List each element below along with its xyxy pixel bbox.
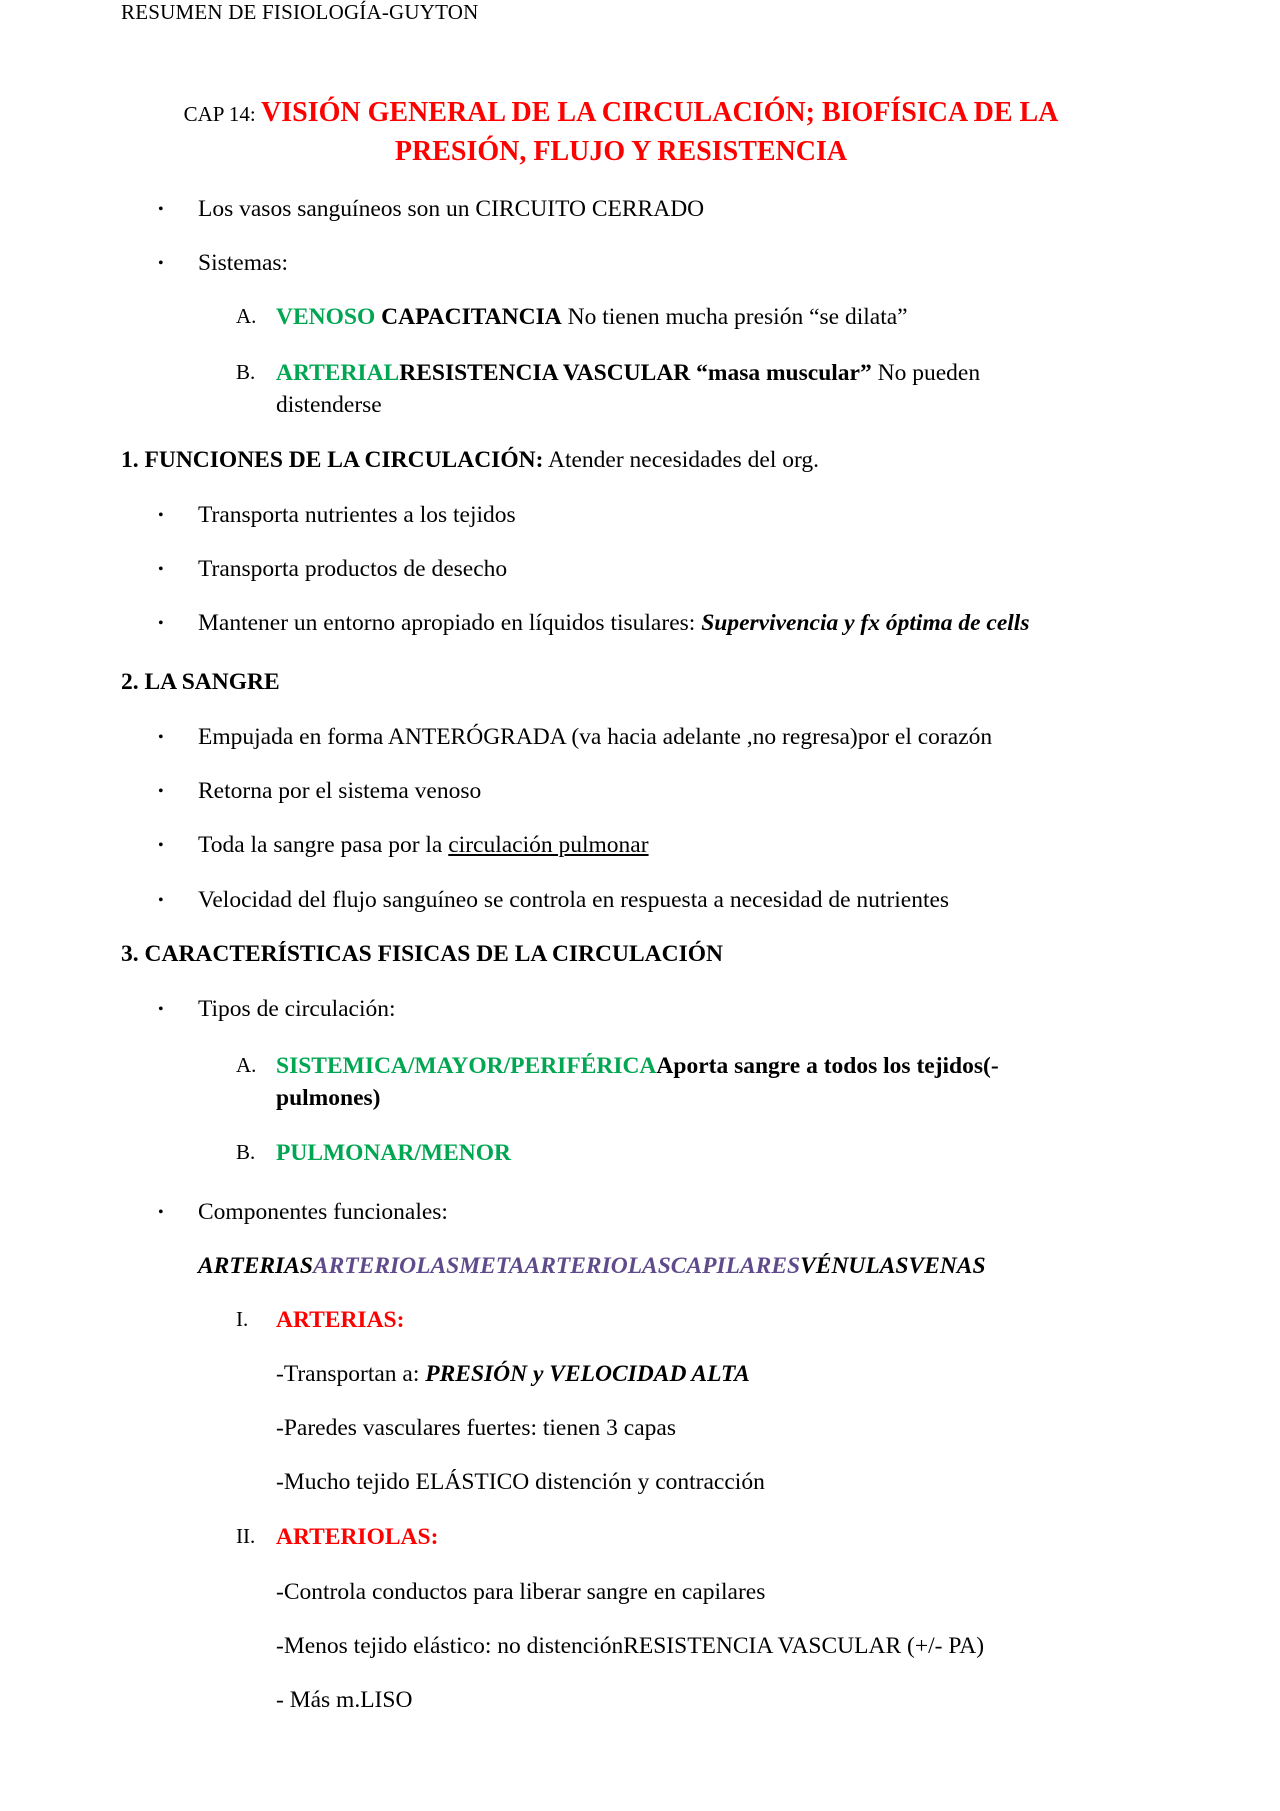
section-3-heading: 3. CARACTERÍSTICAS FISICAS DE LA CIRCULACIÓN xyxy=(121,941,723,967)
arteriolas-title: ARTERIOLAS: xyxy=(276,1524,439,1550)
list-marker-ii: II. xyxy=(236,1524,256,1548)
chapter-colon: : xyxy=(249,102,262,126)
arterias-line-1-text: -Transportan a: xyxy=(276,1361,426,1387)
pulmonar-label: PULMONAR/MENOR xyxy=(276,1140,511,1166)
list-marker-a: A. xyxy=(236,304,257,328)
venoso-text: No tienen mucha presión “se dilata” xyxy=(561,304,908,330)
bullet-icon: • xyxy=(158,507,164,524)
section-2-heading: 2. LA SANGRE xyxy=(121,669,280,695)
s1-bullet-3 xyxy=(198,607,1029,639)
page-header: RESUMEN DE FISIOLOGÍA-GUYTON xyxy=(121,0,479,24)
arterias-line-1 xyxy=(276,1358,750,1390)
intro-bullet-2: Sistemas: xyxy=(198,250,289,276)
s1-bullet-1: Transporta nutrientes a los tejidos xyxy=(198,502,516,528)
chapter-label: CAP 14 xyxy=(183,102,250,126)
sistemica-text-continued: pulmones) xyxy=(276,1085,381,1111)
bullet-icon: • xyxy=(158,561,164,578)
resistencia-label: RESISTENCIA VASCULAR “masa muscular” xyxy=(399,360,872,386)
s1-bullet-3-text: Mantener un entorno apropiado en líquidos tisulares: xyxy=(198,610,702,636)
s2-bullet-2: Retorna por el sistema venoso xyxy=(198,778,482,804)
chain-venulas-venas: VÉNULASVENAS xyxy=(800,1253,986,1279)
page-title xyxy=(121,94,1121,172)
venoso-label: VENOSO xyxy=(276,304,376,330)
intro-bullet-1: Los vasos sanguíneos son un CIRCUITO CERRADO xyxy=(198,196,705,222)
sistemica-text: Aporta sangre a todos los tejidos(- xyxy=(656,1053,999,1079)
chain-arterias: ARTERIAS xyxy=(198,1253,313,1279)
section-1-heading xyxy=(121,444,819,476)
bullet-icon: • xyxy=(158,255,164,272)
s2-bullet-3 xyxy=(198,829,649,861)
arterial-text: No pueden xyxy=(871,360,981,386)
arteriolas-line-2: -Menos tejido elástico: no distenciónRESISTENCIA VASCULAR (+/- PA) xyxy=(276,1633,985,1659)
sistemica-label: SISTEMICA/MAYOR/PERIFÉRICA xyxy=(276,1053,657,1079)
section-1-title: 1. FUNCIONES DE LA CIRCULACIÓN: xyxy=(121,447,544,473)
arterias-line-1-emphasis: PRESIÓN y VELOCIDAD ALTA xyxy=(425,1361,750,1387)
s2-bullet-1: Empujada en forma ANTERÓGRADA (va hacia adelante ,no regresa)por el corazón xyxy=(198,724,993,750)
s3-bullet-1: Tipos de circulación: xyxy=(198,996,396,1022)
arteriolas-line-1: -Controla conductos para liberar sangre en capilares xyxy=(276,1579,766,1605)
bullet-icon: • xyxy=(158,837,164,854)
arteriolas-line-3: - Más m.LISO xyxy=(276,1687,413,1713)
s1-bullet-3-emphasis: Supervivencia y fx óptima de cells xyxy=(701,610,1030,636)
arterias-title: ARTERIAS: xyxy=(276,1307,405,1333)
section-1-subtitle: Atender necesidades del org. xyxy=(543,447,820,473)
s1-bullet-2: Transporta productos de desecho xyxy=(198,556,508,582)
chain-arteriolas-capilares: ARTERIOLASMETAARTERIOLASCAPILARES xyxy=(312,1253,801,1279)
s2-bullet-4: Velocidad del flujo sanguíneo se controla en respuesta a necesidad de nutrientes xyxy=(198,887,950,913)
capacitancia-label: CAPACITANCIA xyxy=(375,304,562,330)
title-line-1: VISIÓN GENERAL DE LA CIRCULACIÓN; BIOFÍSICA DE LA xyxy=(261,97,1059,128)
intro-item-venoso xyxy=(276,301,908,333)
title-line-2: PRESIÓN, FLUJO Y RESISTENCIA xyxy=(394,136,848,167)
list-marker-i: I. xyxy=(236,1307,249,1331)
arterial-label: ARTERIAL xyxy=(276,360,400,386)
bullet-icon: • xyxy=(158,615,164,632)
s2-bullet-3-text: Toda la sangre pasa por la xyxy=(198,832,449,858)
arterias-line-2: -Paredes vasculares fuertes: tienen 3 capas xyxy=(276,1415,676,1441)
bullet-icon: • xyxy=(158,201,164,218)
list-marker-b: B. xyxy=(236,360,256,384)
bullet-icon: • xyxy=(158,783,164,800)
list-marker-a: A. xyxy=(236,1053,257,1077)
arterial-text-continued: distenderse xyxy=(276,392,382,418)
list-marker-b: B. xyxy=(236,1140,256,1164)
bullet-icon: • xyxy=(158,729,164,746)
s3-item-sistemica xyxy=(276,1050,999,1082)
arterias-line-3: -Mucho tejido ELÁSTICO distención y contracción xyxy=(276,1469,765,1495)
intro-item-arterial xyxy=(276,357,980,389)
bullet-icon: • xyxy=(158,892,164,909)
s3-bullet-2: Componentes funcionales: xyxy=(198,1199,448,1225)
bullet-icon: • xyxy=(158,1204,164,1221)
componentes-chain xyxy=(198,1250,986,1282)
bullet-icon: • xyxy=(158,1001,164,1018)
circulacion-pulmonar-underlined: circulación pulmonar xyxy=(448,832,649,858)
